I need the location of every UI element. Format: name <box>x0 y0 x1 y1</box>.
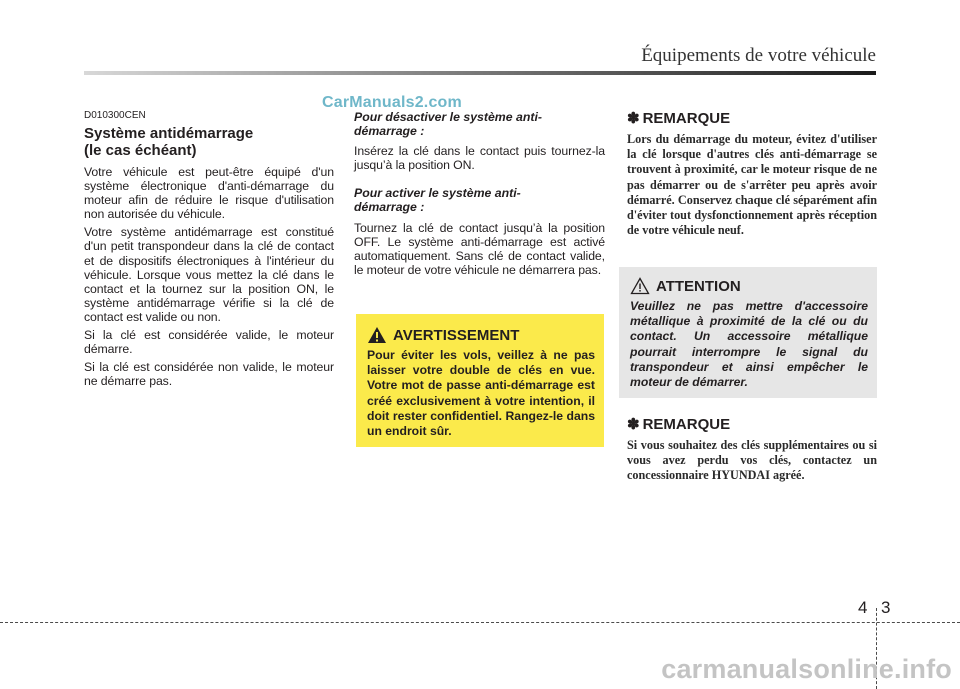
warning-header <box>367 326 595 344</box>
section-title-line2: (le cas échéant) <box>84 142 197 159</box>
chapter-number: 4 <box>858 598 868 617</box>
note-star-icon: ✽ <box>627 416 640 433</box>
note2-text: Si vous souhaitez des clés supplémentaires ou si vous avez perdu vos clés, contactez un concessionnaire HYUNDAI agréé. <box>627 438 877 483</box>
watermark-top[interactable]: CarManuals2.com <box>322 94 462 111</box>
page-header-title: Équipements de votre véhicule <box>641 45 876 66</box>
section-title-line1: Système antidémarrage <box>84 125 254 142</box>
deactivate-title-line1: Pour désactiver le système anti- <box>354 110 542 124</box>
section-title <box>84 125 334 159</box>
caution-triangle-icon <box>630 277 650 295</box>
note2-title <box>627 416 877 433</box>
column-1 <box>84 110 334 392</box>
note2 <box>627 416 877 484</box>
column-2 <box>354 110 605 281</box>
header-rule <box>84 71 876 75</box>
section-paragraph: Votre véhicule est peut-être équipé d'un système électronique d'anti-démarrage du moteur afin de réduire le risque d'utilisation non autorisée du véhicule. <box>84 165 334 222</box>
warning-text: Pour éviter les vols, veillez à ne pas laisser votre double de clés en vue. Votre mot de passe anti-démarrage est créé exclusivement à votre intention, il doit rester confidentiel. Rangez-le dans un endroit sûr. <box>367 348 595 439</box>
activate-title <box>354 186 605 214</box>
watermark-bottom[interactable]: carmanualsonline.info <box>661 654 952 684</box>
deactivate-title-line2: démarrage : <box>354 124 425 139</box>
section-paragraph: Si la clé est considérée non valide, le moteur ne démarre pas. <box>84 360 334 389</box>
attention-header <box>630 277 868 295</box>
page-number: 3 <box>881 598 891 617</box>
note1-text: Lors du démarrage du moteur, évitez d'utiliser la clé lorsque d'autres clés anti-démarrage se trouvent à proximité, car le moteur risque de ne pas démarrer ou de s'arrêter peu après avoir démarré. Conservez chaque clé séparément afin d'éviter tout dysfonctionnement après réception de votre véhicule neuf. <box>627 132 877 238</box>
attention-title: ATTENTION <box>656 277 741 295</box>
attention-box <box>619 267 877 398</box>
warning-box <box>356 314 604 447</box>
attention-text: Veuillez ne pas mettre d'accessoire métallique à proximité de la clé ou du contact. Un accessoire métallique pourrait interrompre le signal du transpondeur et ainsi empêcher le moteur de démarrer. <box>630 299 868 390</box>
section-code: D010300CEN <box>84 110 146 121</box>
activate-title-line2: démarrage : <box>354 200 425 215</box>
warning-title: AVERTISSEMENT <box>393 326 520 344</box>
note1-title-text: REMARQUE <box>642 110 731 127</box>
warning-triangle-icon <box>367 326 387 344</box>
activate-text: Tournez la clé de contact jusqu’à la position OFF. Le système anti-démarrage est activé automatiquement. Sans clé de contact valide, le moteur de votre véhicule ne démarrera pas. <box>354 220 605 277</box>
activate-title-line1: Pour activer le système anti- <box>354 186 521 201</box>
column-3 <box>627 110 877 238</box>
section-paragraph: Votre système antidémarrage est constitué d'un petit transpondeur dans la clé de contact et de dispositifs électroniques à l'intérieur du véhicule. Lorsque vous mettez la clé dans le contact et la tournez sur la position ON, le système antidémarrage vérifie si la clé de contact est valide ou non. <box>84 225 334 324</box>
note2-title-text: REMARQUE <box>642 416 731 433</box>
deactivate-title <box>354 110 605 138</box>
note1-title <box>627 110 877 127</box>
note-star-icon: ✽ <box>627 110 640 127</box>
footer-rule <box>0 622 960 623</box>
deactivate-text: Insérez la clé dans le contact puis tournez-la jusqu’à la position ON. <box>354 144 605 173</box>
section-paragraph: Si la clé est considérée valide, le moteur démarre. <box>84 328 334 357</box>
